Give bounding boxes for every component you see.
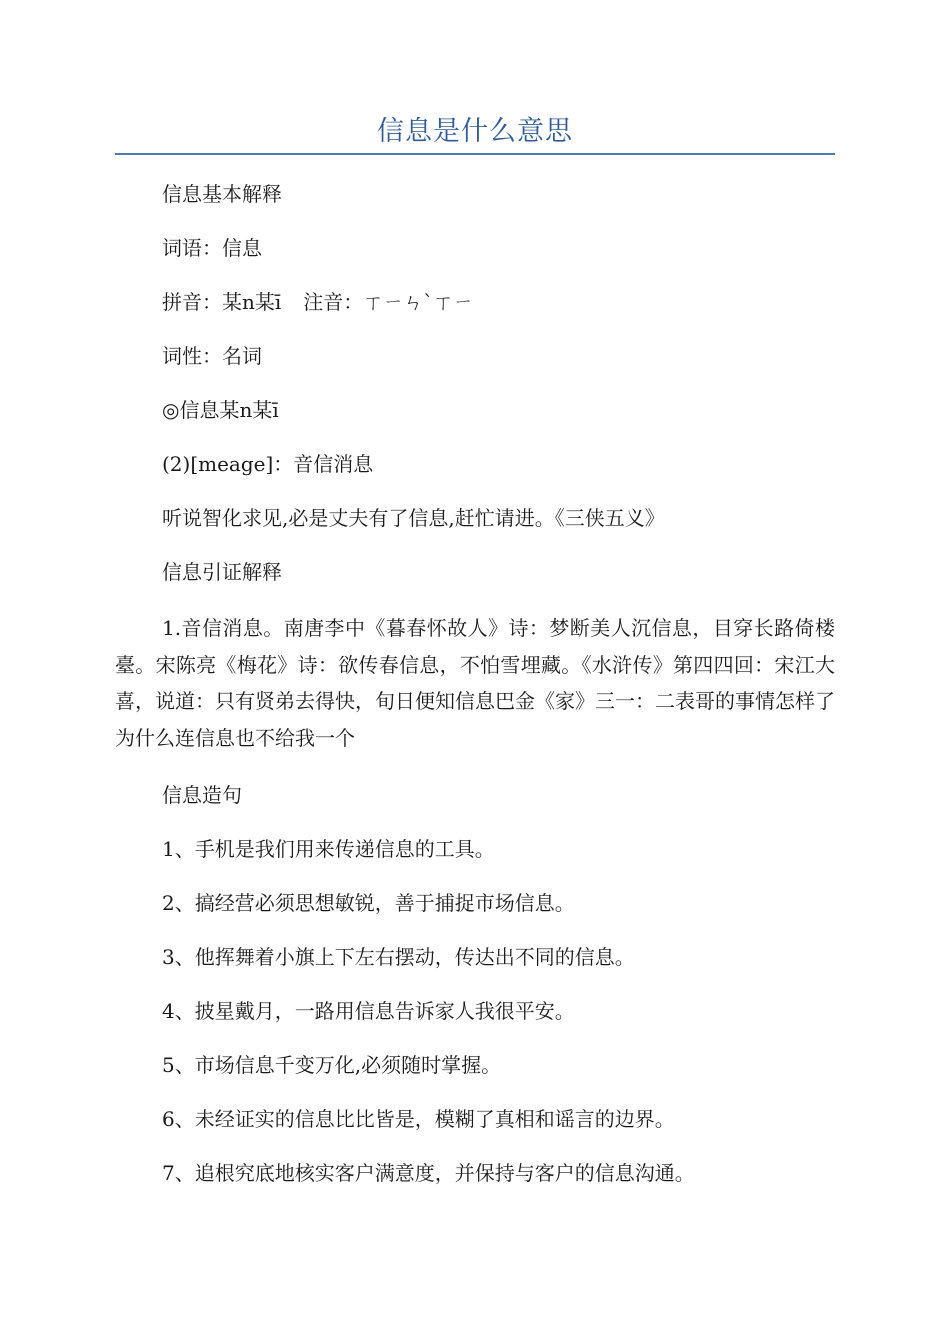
sentence-item: 3、他挥舞着小旗上下左右摆动，传达出不同的信息。 <box>162 945 635 969</box>
definition-2: (2)[meage]：音信消息 <box>162 452 374 476</box>
example-sentence: 听说智化求见,必是丈夫有了信息,赶忙请进。《三侠五义》 <box>162 506 665 530</box>
page-title: 信息是什么意思 <box>377 116 573 147</box>
basic-explanation-heading: 信息基本解释 <box>162 182 282 206</box>
sentence-item: 5、市场信息千变万化,必须随时掌握。 <box>162 1053 502 1077</box>
citation-paragraph: 1.音信消息。南唐李中《暮春怀故人》诗：梦断美人沉信息，目穿长路倚楼臺。宋陈亮《梅花》诗：欲传春信息，不怕雪埋藏。《水浒传》第四四回：宋江大喜，说道：只有贤弟去得快，旬日便知信息巴金《家》三一：二表哥的事情怎样了为什么连信息也不给我一个 <box>115 616 835 750</box>
part-of-speech-line: 词性：名词 <box>162 344 262 368</box>
zhuyin-text: 注音：ㄒㄧㄣˋㄒㄧ <box>303 290 474 314</box>
title-underline <box>115 153 835 155</box>
citation-heading: 信息引证解释 <box>162 560 282 584</box>
pronunciation-line <box>162 288 835 316</box>
word-line: 词语：信息 <box>162 236 262 260</box>
sentence-item: 1、手机是我们用来传递信息的工具。 <box>162 837 495 861</box>
pinyin-text: 拼音：某n某ī <box>162 290 282 314</box>
sentence-item: 2、搞经营必须思想敏锐，善于捕捉市场信息。 <box>162 891 575 915</box>
sentences-heading: 信息造句 <box>162 783 242 807</box>
sentence-item: 6、未经证实的信息比比皆是，模糊了真相和谣言的边界。 <box>162 1107 675 1131</box>
sentence-item: 7、追根究底地核实客户满意度，并保持与客户的信息沟通。 <box>162 1161 695 1185</box>
definition-1: ◎信息某n某ī <box>162 398 279 422</box>
sentence-item: 4、披星戴月，一路用信息告诉家人我很平安。 <box>162 999 575 1023</box>
